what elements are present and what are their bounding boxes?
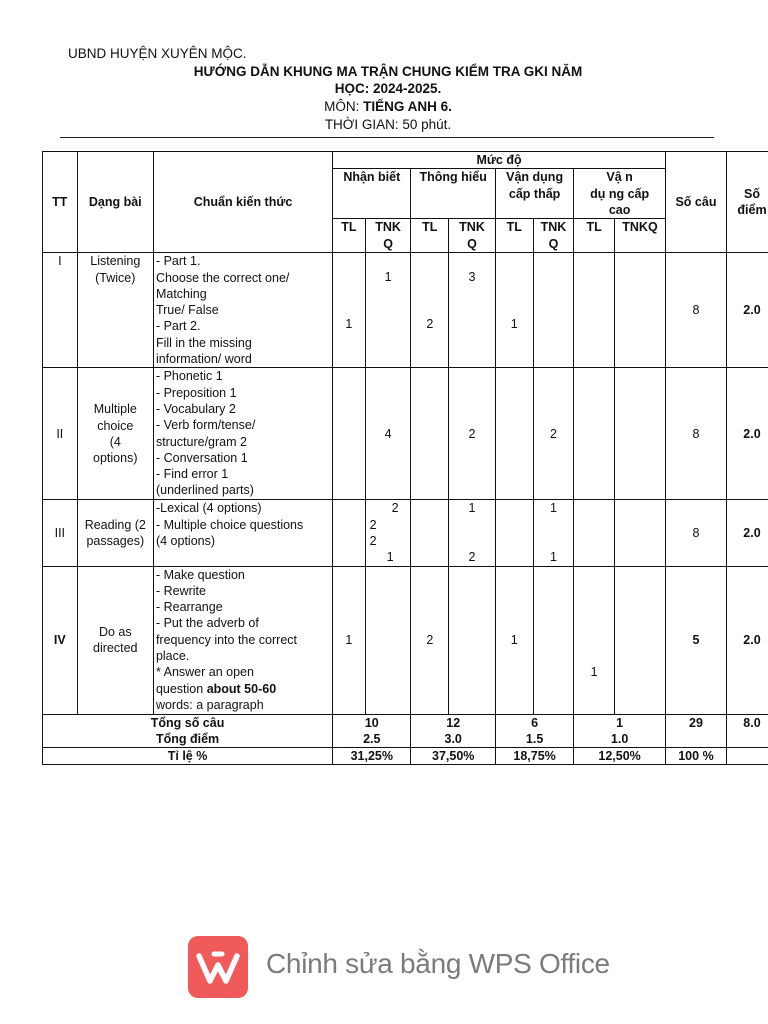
- row-questions: 5: [665, 566, 726, 714]
- cell-th-tl: [411, 500, 449, 566]
- percent-vdc: 12,50%: [574, 748, 666, 765]
- table-row: [43, 368, 768, 500]
- cell-th-tnkq: 2: [449, 368, 496, 500]
- cell-nb-tl: [333, 368, 366, 500]
- level-application-low: Vận dụng cấp thấp: [495, 169, 573, 219]
- row-tt: IV: [43, 566, 78, 714]
- sub-tnkq: TNKQ: [615, 219, 666, 253]
- sub-tnkq: TNK Q: [365, 219, 411, 253]
- cell-th-tnkq: 1 2: [449, 500, 496, 566]
- row-points: 2.0: [727, 253, 768, 368]
- wps-watermark: [188, 936, 618, 1000]
- wps-logo-icon: [188, 936, 248, 998]
- cell-vd-tnkq: 2: [533, 368, 574, 500]
- cell-nb-tnkq: [365, 566, 411, 714]
- cell-nb-tnkq: 2 2 2 1: [365, 500, 411, 566]
- header-tt: TT: [43, 152, 78, 253]
- subject-label: MÔN:: [324, 99, 364, 114]
- header-level: Mức độ: [333, 152, 666, 169]
- row-type: Do as directed: [77, 566, 153, 714]
- subject-line: [0, 99, 768, 115]
- cell-vdc-tl: [574, 368, 615, 500]
- exam-matrix-table: [42, 151, 768, 765]
- sub-tl: TL: [495, 219, 533, 253]
- row-points: 2.0: [727, 566, 768, 714]
- row-type: Reading (2 passages): [77, 500, 153, 566]
- totals-row: [43, 714, 768, 748]
- cell-vdc-tnkq: [615, 566, 666, 714]
- cell-th-tl: [411, 368, 449, 500]
- cell-vdc-tnkq: [615, 500, 666, 566]
- row-type: Multiple choice (4 options): [77, 368, 153, 500]
- level-application-high: Vậ n dụ ng cấp cao: [574, 169, 666, 219]
- subject-value: TIẾNG ANH 6.: [363, 99, 452, 114]
- cell-th-tl: 2: [411, 566, 449, 714]
- percent-label: Tỉ lệ %: [43, 748, 333, 765]
- percent-empty: [727, 748, 768, 765]
- cell-vd-tl: 1: [495, 566, 533, 714]
- cell-nb-tl: 1: [333, 253, 366, 368]
- doc-title-line1: HƯỚNG DẪN KHUNG MA TRẬN CHUNG KIỂM TRA GKI NĂM: [193, 64, 583, 79]
- time-line: THỜI GIAN: 50 phút.: [324, 117, 452, 132]
- totals-vdc: 1 1.0: [574, 714, 666, 748]
- header-knowledge: Chuẩn kiến thức: [153, 152, 332, 253]
- header-divider: [60, 137, 714, 138]
- percent-th: 37,50%: [411, 748, 495, 765]
- row-points: 2.0: [727, 500, 768, 566]
- row-knowledge: - Make question - Rewrite - Rearrange - Put the adverb of frequency into the correct place. * Answer an open question about 50-60 words: a paragraph: [153, 566, 332, 714]
- org-name: UBND HUYỆN XUYÊN MỘC.: [68, 46, 247, 61]
- level-recognition: Nhận biết: [333, 169, 411, 219]
- header-type: Dạng bài: [77, 152, 153, 253]
- totals-points: 8.0: [727, 714, 768, 748]
- cell-nb-tl: [333, 500, 366, 566]
- cell-vd-tl: [495, 368, 533, 500]
- row-questions: 8: [665, 253, 726, 368]
- totals-questions: 29: [665, 714, 726, 748]
- cell-th-tl: 2: [411, 253, 449, 368]
- cell-vd-tl: 1: [495, 253, 533, 368]
- cell-nb-tnkq: 4: [365, 368, 411, 500]
- level-comprehension: Thông hiểu: [411, 169, 495, 219]
- cell-vdc-tl: [574, 253, 615, 368]
- cell-vdc-tnkq: [615, 368, 666, 500]
- sub-tl: TL: [333, 219, 366, 253]
- sub-tnkq: TNK Q: [449, 219, 496, 253]
- row-knowledge: - Phonetic 1 - Preposition 1 - Vocabulary 2 - Verb form/tense/ structure/gram 2 - Conversation 1 - Find error 1 (underlined parts): [153, 368, 332, 500]
- totals-vd: 6 1.5: [495, 714, 573, 748]
- row-questions: 8: [665, 368, 726, 500]
- row-type: Listening (Twice): [77, 253, 153, 368]
- doc-title-line2: HỌC: 2024-2025.: [334, 81, 442, 96]
- cell-vdc-tl: 1: [574, 566, 615, 714]
- sub-tl: TL: [574, 219, 615, 253]
- row-tt: I: [43, 253, 78, 368]
- cell-nb-tl: 1: [333, 566, 366, 714]
- row-tt: III: [43, 500, 78, 566]
- percent-row: [43, 748, 768, 765]
- wps-edit-link[interactable]: Chỉnh sửa bằng WPS Office: [266, 948, 610, 979]
- percent-nb: 31,25%: [333, 748, 411, 765]
- totals-th: 12 3.0: [411, 714, 495, 748]
- sub-tnkq: TNK Q: [533, 219, 574, 253]
- totals-nb: 10 2.5: [333, 714, 411, 748]
- table-row: [43, 566, 768, 714]
- table-row: [43, 500, 768, 566]
- header-questions: Số câu: [665, 152, 726, 253]
- table-row: [43, 253, 768, 368]
- cell-nb-tnkq: 1: [365, 253, 411, 368]
- totals-label: Tổng số câu Tổng điểm: [43, 714, 333, 748]
- percent-total: 100 %: [665, 748, 726, 765]
- row-tt: II: [43, 368, 78, 500]
- row-points: 2.0: [727, 368, 768, 500]
- row-knowledge: -Lexical (4 options) - Multiple choice questions (4 options): [153, 500, 332, 566]
- cell-th-tnkq: 3: [449, 253, 496, 368]
- cell-th-tnkq: [449, 566, 496, 714]
- cell-vdc-tnkq: [615, 253, 666, 368]
- cell-vd-tnkq: [533, 253, 574, 368]
- cell-vd-tnkq: 1 1: [533, 500, 574, 566]
- percent-vd: 18,75%: [495, 748, 573, 765]
- row-knowledge: - Part 1. Choose the correct one/ Matching True/ False - Part 2. Fill in the missing information/ word: [153, 253, 332, 368]
- cell-vd-tl: [495, 500, 533, 566]
- sub-tl: TL: [411, 219, 449, 253]
- cell-vd-tnkq: [533, 566, 574, 714]
- row-questions: 8: [665, 500, 726, 566]
- header-points: Số điểm: [727, 152, 768, 253]
- cell-vdc-tl: [574, 500, 615, 566]
